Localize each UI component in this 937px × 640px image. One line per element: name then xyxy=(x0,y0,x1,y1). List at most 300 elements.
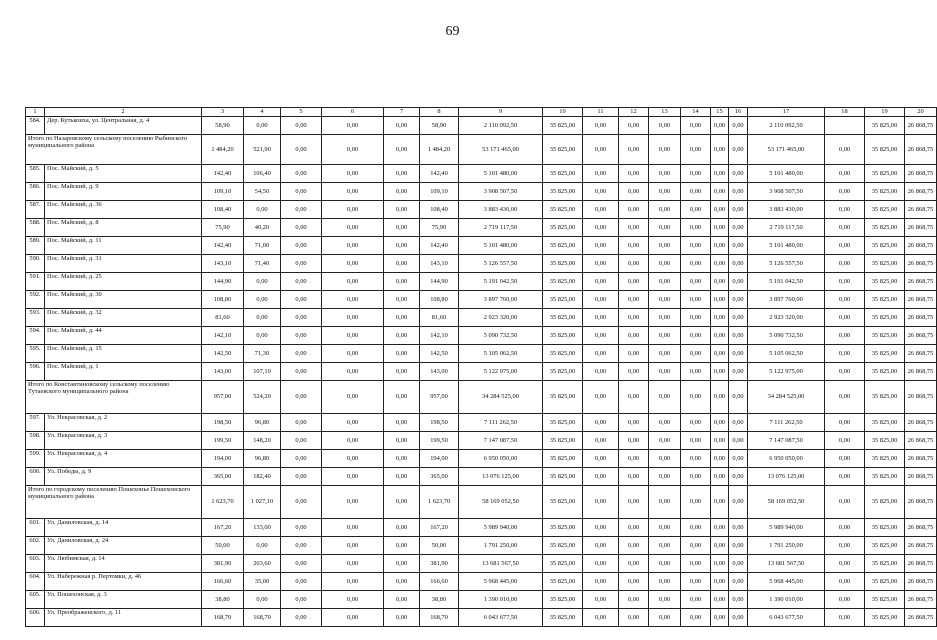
value-cell: 0,00 xyxy=(681,237,711,255)
address-cell: Пос. Майский, д. 36 xyxy=(45,201,202,219)
value-cell: 50,00 xyxy=(420,537,459,555)
value-cell: 58,90 xyxy=(420,117,459,135)
table-row xyxy=(26,291,937,309)
value-cell: 0,00 xyxy=(825,537,865,555)
value-cell: 35 825,00 xyxy=(865,309,905,327)
value-cell: 0,00 xyxy=(825,345,865,363)
value-cell: 0,00 xyxy=(711,591,729,609)
value-cell: 35 825,00 xyxy=(865,381,905,414)
header-cell: 11 xyxy=(583,108,619,117)
value-cell: 0,00 xyxy=(729,237,748,255)
value-cell: 0,00 xyxy=(711,219,729,237)
value-cell: 109,10 xyxy=(202,183,244,201)
value-cell: 0,00 xyxy=(619,573,649,591)
value-cell: 34 284 525,00 xyxy=(459,381,543,414)
value-cell: 26 868,75 xyxy=(905,486,937,519)
value-cell: 0,00 xyxy=(384,468,420,486)
value-cell: 0,00 xyxy=(619,183,649,201)
value-cell: 0,00 xyxy=(711,165,729,183)
value-cell: 198,50 xyxy=(202,414,244,432)
address-cell: Ул. Даниловская, д. 24 xyxy=(45,537,202,555)
value-cell: 2 719 117,50 xyxy=(459,219,543,237)
value-cell: 0,00 xyxy=(384,135,420,165)
value-cell: 0,00 xyxy=(583,381,619,414)
value-cell: 35 825,00 xyxy=(543,117,583,135)
value-cell: 0,00 xyxy=(322,117,384,135)
value-cell: 166,60 xyxy=(202,573,244,591)
value-cell: 26 868,75 xyxy=(905,432,937,450)
value-cell: 5 101 480,00 xyxy=(459,165,543,183)
value-cell: 13 076 125,00 xyxy=(459,468,543,486)
value-cell: 0,00 xyxy=(583,345,619,363)
value-cell: 108,80 xyxy=(202,291,244,309)
value-cell: 0,00 xyxy=(322,165,384,183)
value-cell: 0,00 xyxy=(649,519,681,537)
value-cell: 0,00 xyxy=(583,237,619,255)
row-number: 592. xyxy=(26,291,45,309)
value-cell: 6 043 677,50 xyxy=(459,609,543,627)
value-cell: 0,00 xyxy=(384,327,420,345)
value-cell: 75,90 xyxy=(420,219,459,237)
value-cell: 0,00 xyxy=(681,117,711,135)
address-cell: Пос. Майский, д. 32 xyxy=(45,309,202,327)
header-cell: 9 xyxy=(459,108,543,117)
address-cell: Ул. Преображенского, д. 11 xyxy=(45,609,202,627)
row-number: 596. xyxy=(26,363,45,381)
value-cell: 0,00 xyxy=(729,591,748,609)
value-cell: 13 681 567,50 xyxy=(459,555,543,573)
value-cell: 0,00 xyxy=(583,327,619,345)
value-cell: 5 101 480,00 xyxy=(748,237,825,255)
value-cell: 3 883 430,00 xyxy=(459,201,543,219)
value-cell: 35 825,00 xyxy=(865,327,905,345)
value-cell: 0,00 xyxy=(729,273,748,291)
value-cell: 0,00 xyxy=(681,468,711,486)
value-cell: 0,00 xyxy=(681,165,711,183)
value-cell: 5 126 557,50 xyxy=(459,255,543,273)
header-cell: 15 xyxy=(711,108,729,117)
value-cell: 0,00 xyxy=(729,201,748,219)
value-cell: 35 825,00 xyxy=(865,255,905,273)
value-cell: 0,00 xyxy=(649,309,681,327)
value-cell: 0,00 xyxy=(384,537,420,555)
value-cell: 148,20 xyxy=(244,432,281,450)
value-cell: 0,00 xyxy=(825,291,865,309)
value-cell: 0,00 xyxy=(384,183,420,201)
value-cell: 0,00 xyxy=(322,363,384,381)
value-cell: 0,00 xyxy=(322,555,384,573)
value-cell: 957,00 xyxy=(420,381,459,414)
value-cell: 0,00 xyxy=(384,363,420,381)
value-cell: 0,00 xyxy=(281,537,322,555)
value-cell: 3 883 430,00 xyxy=(748,201,825,219)
value-cell: 0,00 xyxy=(619,255,649,273)
value-cell: 0,00 xyxy=(281,573,322,591)
value-cell: 0,00 xyxy=(619,135,649,165)
value-cell: 524,20 xyxy=(244,381,281,414)
value-cell: 0,00 xyxy=(681,414,711,432)
value-cell: 142,40 xyxy=(202,237,244,255)
value-cell: 38,80 xyxy=(420,591,459,609)
value-cell: 5 105 062,50 xyxy=(459,345,543,363)
value-cell: 143,00 xyxy=(202,363,244,381)
value-cell: 5 090 732,50 xyxy=(459,327,543,345)
value-cell: 35 825,00 xyxy=(543,183,583,201)
address-cell: Пос. Майский, д. 15 xyxy=(45,345,202,363)
value-cell: 0,00 xyxy=(384,555,420,573)
value-cell: 0,00 xyxy=(711,309,729,327)
value-cell: 1 484,20 xyxy=(202,135,244,165)
value-cell: 0,00 xyxy=(384,165,420,183)
value-cell: 0,00 xyxy=(711,414,729,432)
address-cell: Ул. Некрасовская, д. 2 xyxy=(45,414,202,432)
value-cell: 35 825,00 xyxy=(543,537,583,555)
value-cell: 0,00 xyxy=(729,255,748,273)
value-cell: 0,00 xyxy=(729,219,748,237)
value-cell: 1 390 010,00 xyxy=(459,591,543,609)
value-cell: 0,00 xyxy=(825,165,865,183)
value-cell: 0,00 xyxy=(619,273,649,291)
value-cell: 0,00 xyxy=(322,537,384,555)
value-cell: 5 101 480,00 xyxy=(748,165,825,183)
value-cell: 35 825,00 xyxy=(865,273,905,291)
value-cell: 0,00 xyxy=(681,201,711,219)
value-cell: 0,00 xyxy=(711,327,729,345)
value-cell: 0,00 xyxy=(729,117,748,135)
header-cell: 4 xyxy=(244,108,281,117)
value-cell: 0,00 xyxy=(729,486,748,519)
value-cell: 0,00 xyxy=(281,255,322,273)
value-cell: 0,00 xyxy=(244,201,281,219)
header-cell: 10 xyxy=(543,108,583,117)
value-cell: 0,00 xyxy=(711,519,729,537)
header-cell: 12 xyxy=(619,108,649,117)
value-cell: 0,00 xyxy=(711,291,729,309)
value-cell: 0,00 xyxy=(322,414,384,432)
table-row xyxy=(26,573,937,591)
value-cell: 0,00 xyxy=(649,363,681,381)
value-cell: 0,00 xyxy=(619,381,649,414)
row-number: 597. xyxy=(26,414,45,432)
value-cell: 35 825,00 xyxy=(543,591,583,609)
value-cell: 26 868,75 xyxy=(905,363,937,381)
row-number: 606. xyxy=(26,609,45,627)
table-row xyxy=(26,345,937,363)
value-cell: 0,00 xyxy=(322,255,384,273)
value-cell: 2 110 092,50 xyxy=(459,117,543,135)
value-cell: 198,50 xyxy=(420,414,459,432)
value-cell: 0,00 xyxy=(825,327,865,345)
value-cell: 0,00 xyxy=(729,165,748,183)
value-cell: 5 126 557,50 xyxy=(748,255,825,273)
value-cell: 35 825,00 xyxy=(543,291,583,309)
value-cell: 0,00 xyxy=(583,450,619,468)
value-cell: 26 868,75 xyxy=(905,327,937,345)
value-cell: 365,00 xyxy=(202,468,244,486)
value-cell: 0,00 xyxy=(729,381,748,414)
value-cell: 0,00 xyxy=(681,537,711,555)
value-cell: 0,00 xyxy=(729,537,748,555)
value-cell: 26 868,75 xyxy=(905,255,937,273)
header-cell: 18 xyxy=(825,108,865,117)
value-cell: 26 868,75 xyxy=(905,201,937,219)
value-cell: 0,00 xyxy=(619,555,649,573)
value-cell: 0,00 xyxy=(711,117,729,135)
header-cell: 3 xyxy=(202,108,244,117)
header-cell: 1 xyxy=(26,108,45,117)
value-cell: 35 825,00 xyxy=(543,273,583,291)
value-cell: 26 868,75 xyxy=(905,591,937,609)
table-row xyxy=(26,432,937,450)
address-cell: Дер. Кутькоиха, ул. Центральная, д. 4 xyxy=(45,117,202,135)
value-cell: 26 868,75 xyxy=(905,450,937,468)
value-cell: 142,40 xyxy=(202,165,244,183)
value-cell: 35 825,00 xyxy=(543,381,583,414)
value-cell: 0,00 xyxy=(649,165,681,183)
value-cell: 26 868,75 xyxy=(905,117,937,135)
value-cell: 0,00 xyxy=(619,291,649,309)
subtotal-row xyxy=(26,486,937,519)
header-cell: 16 xyxy=(729,108,748,117)
row-number: 590. xyxy=(26,255,45,273)
value-cell: 38,80 xyxy=(202,591,244,609)
value-cell: 6 950 050,00 xyxy=(748,450,825,468)
value-cell: 0,00 xyxy=(281,135,322,165)
value-cell: 0,00 xyxy=(322,291,384,309)
value-cell: 0,00 xyxy=(825,237,865,255)
value-cell: 0,00 xyxy=(649,609,681,627)
table-row xyxy=(26,450,937,468)
table-row xyxy=(26,519,937,537)
value-cell: 35 825,00 xyxy=(543,135,583,165)
address-cell: Пос. Майский, д. 8 xyxy=(45,219,202,237)
value-cell: 0,00 xyxy=(825,273,865,291)
value-cell: 0,00 xyxy=(825,135,865,165)
value-cell: 53 171 465,00 xyxy=(748,135,825,165)
value-cell: 35 825,00 xyxy=(865,537,905,555)
value-cell: 0,00 xyxy=(619,165,649,183)
value-cell: 0,00 xyxy=(281,432,322,450)
value-cell: 0,00 xyxy=(619,363,649,381)
row-number: 588. xyxy=(26,219,45,237)
value-cell: 35 825,00 xyxy=(543,468,583,486)
value-cell: 2 923 320,00 xyxy=(748,309,825,327)
value-cell: 0,00 xyxy=(825,363,865,381)
value-cell: 0,00 xyxy=(322,273,384,291)
row-number: 603. xyxy=(26,555,45,573)
header-cell: 8 xyxy=(420,108,459,117)
value-cell: 71,40 xyxy=(244,255,281,273)
value-cell: 0,00 xyxy=(322,219,384,237)
value-cell: 0,00 xyxy=(711,201,729,219)
subtotal-label: Итого по Константиновскому сельскому поселению Тутаевского муниципального района xyxy=(26,381,202,414)
value-cell: 0,00 xyxy=(281,519,322,537)
value-cell: 0,00 xyxy=(281,309,322,327)
value-cell: 35 825,00 xyxy=(865,219,905,237)
value-cell: 5 105 062,50 xyxy=(748,345,825,363)
value-cell: 0,00 xyxy=(583,468,619,486)
value-cell: 0,00 xyxy=(384,609,420,627)
value-cell: 0,00 xyxy=(729,327,748,345)
value-cell: 0,00 xyxy=(322,345,384,363)
value-cell: 0,00 xyxy=(384,432,420,450)
value-cell: 0,00 xyxy=(681,432,711,450)
row-number: 599. xyxy=(26,450,45,468)
value-cell: 0,00 xyxy=(583,117,619,135)
value-cell: 0,00 xyxy=(583,219,619,237)
value-cell: 35 825,00 xyxy=(543,414,583,432)
value-cell: 109,10 xyxy=(420,183,459,201)
row-number: 584. xyxy=(26,117,45,135)
value-cell: 0,00 xyxy=(729,573,748,591)
value-cell: 957,00 xyxy=(202,381,244,414)
value-cell: 0,00 xyxy=(825,555,865,573)
value-cell: 35 825,00 xyxy=(865,183,905,201)
value-cell: 3 897 760,00 xyxy=(459,291,543,309)
value-cell: 0,00 xyxy=(825,219,865,237)
value-cell: 0,00 xyxy=(649,255,681,273)
value-cell: 0,00 xyxy=(649,555,681,573)
value-cell: 0,00 xyxy=(681,591,711,609)
value-cell: 0,00 xyxy=(583,291,619,309)
value-cell: 13 681 567,50 xyxy=(748,555,825,573)
value-cell: 166,60 xyxy=(420,573,459,591)
value-cell: 35 825,00 xyxy=(543,486,583,519)
table-row xyxy=(26,165,937,183)
value-cell: 0,00 xyxy=(322,381,384,414)
value-cell: 35 825,00 xyxy=(865,609,905,627)
value-cell: 199,50 xyxy=(202,432,244,450)
value-cell: 0,00 xyxy=(583,555,619,573)
value-cell: 35 825,00 xyxy=(865,165,905,183)
value-cell: 13 076 125,00 xyxy=(748,468,825,486)
value-cell: 58,90 xyxy=(202,117,244,135)
value-cell: 381,90 xyxy=(202,555,244,573)
value-cell: 0,00 xyxy=(681,519,711,537)
value-cell: 168,70 xyxy=(202,609,244,627)
value-cell: 0,00 xyxy=(619,432,649,450)
value-cell: 81,60 xyxy=(420,309,459,327)
value-cell: 0,00 xyxy=(384,237,420,255)
value-cell: 0,00 xyxy=(384,591,420,609)
value-cell: 35 825,00 xyxy=(543,519,583,537)
table-row xyxy=(26,327,937,345)
value-cell: 26 868,75 xyxy=(905,537,937,555)
value-cell: 0,00 xyxy=(649,291,681,309)
table-row xyxy=(26,201,937,219)
table-row xyxy=(26,255,937,273)
value-cell: 0,00 xyxy=(244,591,281,609)
value-cell: 0,00 xyxy=(681,609,711,627)
value-cell: 0,00 xyxy=(281,414,322,432)
value-cell: 3 908 507,50 xyxy=(459,183,543,201)
value-cell: 0,00 xyxy=(583,414,619,432)
value-cell: 0,00 xyxy=(322,327,384,345)
value-cell: 182,40 xyxy=(244,468,281,486)
value-cell: 0,00 xyxy=(729,183,748,201)
row-number: 604. xyxy=(26,573,45,591)
address-cell: Пос. Майский, д. 9 xyxy=(45,183,202,201)
value-cell: 0,00 xyxy=(619,591,649,609)
value-cell: 7 111 262,50 xyxy=(459,414,543,432)
address-cell: Ул. Набережная р. Пертомки, д. 46 xyxy=(45,573,202,591)
value-cell: 26 868,75 xyxy=(905,291,937,309)
value-cell: 107,10 xyxy=(244,363,281,381)
value-cell: 0,00 xyxy=(825,519,865,537)
subtotal-label: Итого по городскому поселению Пошехонье Пошехонского муниципального района xyxy=(26,486,202,519)
value-cell: 35 825,00 xyxy=(865,363,905,381)
value-cell: 96,80 xyxy=(244,450,281,468)
value-cell: 0,00 xyxy=(583,537,619,555)
value-cell: 0,00 xyxy=(244,117,281,135)
value-cell: 0,00 xyxy=(711,255,729,273)
table-row xyxy=(26,309,937,327)
value-cell: 143,00 xyxy=(420,363,459,381)
value-cell: 1 390 010,00 xyxy=(748,591,825,609)
value-cell: 142,40 xyxy=(420,165,459,183)
value-cell: 0,00 xyxy=(649,327,681,345)
value-cell: 0,00 xyxy=(583,573,619,591)
address-cell: Пос. Майский, д. 30 xyxy=(45,291,202,309)
value-cell: 168,70 xyxy=(244,609,281,627)
value-cell: 26 868,75 xyxy=(905,237,937,255)
table-row xyxy=(26,183,937,201)
value-cell: 35 825,00 xyxy=(865,414,905,432)
value-cell: 0,00 xyxy=(711,363,729,381)
value-cell: 0,00 xyxy=(281,165,322,183)
address-cell: Ул. Даниловская, д. 14 xyxy=(45,519,202,537)
value-cell: 35 825,00 xyxy=(865,519,905,537)
value-cell: 0,00 xyxy=(729,519,748,537)
value-cell: 0,00 xyxy=(681,573,711,591)
value-cell: 35 825,00 xyxy=(543,345,583,363)
page-number: 69 xyxy=(445,24,460,39)
value-cell: 0,00 xyxy=(681,486,711,519)
value-cell: 142,10 xyxy=(420,327,459,345)
row-number: 591. xyxy=(26,273,45,291)
value-cell: 0,00 xyxy=(384,291,420,309)
value-cell: 0,00 xyxy=(384,273,420,291)
value-cell: 0,00 xyxy=(711,468,729,486)
value-cell: 0,00 xyxy=(825,309,865,327)
value-cell: 0,00 xyxy=(281,291,322,309)
value-cell: 142,10 xyxy=(202,327,244,345)
value-cell: 3 908 507,50 xyxy=(748,183,825,201)
value-cell: 0,00 xyxy=(649,450,681,468)
row-number: 587. xyxy=(26,201,45,219)
value-cell: 26 868,75 xyxy=(905,609,937,627)
value-cell: 0,00 xyxy=(649,414,681,432)
value-cell: 26 868,75 xyxy=(905,165,937,183)
value-cell: 0,00 xyxy=(281,273,322,291)
value-cell: 0,00 xyxy=(825,255,865,273)
value-cell: 0,00 xyxy=(729,555,748,573)
value-cell: 142,50 xyxy=(420,345,459,363)
value-cell: 35 825,00 xyxy=(543,363,583,381)
value-cell: 0,00 xyxy=(281,591,322,609)
value-cell: 26 868,75 xyxy=(905,135,937,165)
value-cell: 0,00 xyxy=(711,273,729,291)
value-cell: 0,00 xyxy=(681,450,711,468)
value-cell: 133,00 xyxy=(244,519,281,537)
value-cell: 0,00 xyxy=(825,201,865,219)
value-cell: 35 825,00 xyxy=(865,237,905,255)
header-cell: 20 xyxy=(905,108,937,117)
value-cell: 0,00 xyxy=(825,183,865,201)
header-cell: 19 xyxy=(865,108,905,117)
value-cell: 0,00 xyxy=(281,327,322,345)
value-cell: 0,00 xyxy=(619,414,649,432)
